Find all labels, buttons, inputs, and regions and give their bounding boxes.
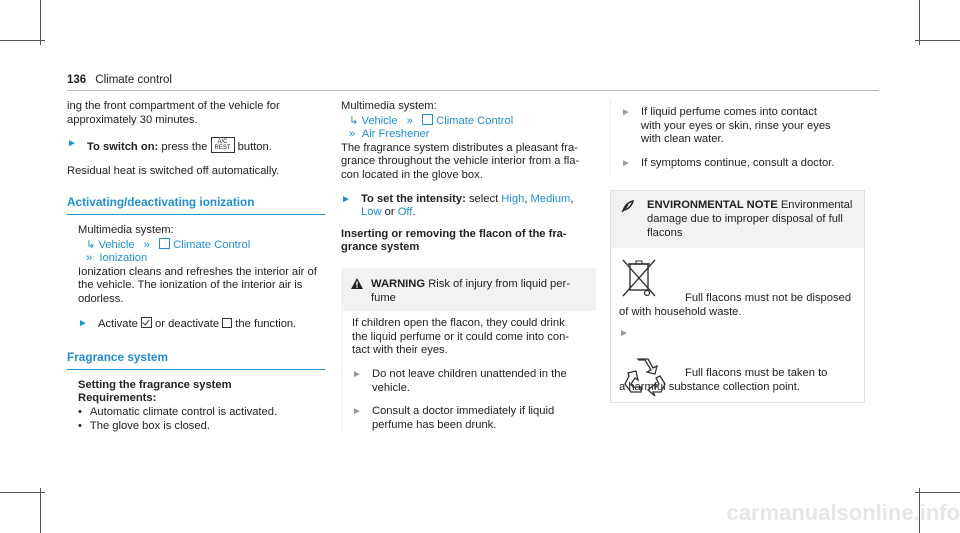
recycle-text: Full flacons must be taken to: [685, 366, 828, 379]
menu-path: [341, 114, 596, 129]
checkbox-empty-icon: [222, 318, 232, 328]
option-high: High: [501, 192, 525, 205]
page-number: 136: [67, 74, 87, 86]
crop-mark: [40, 0, 41, 45]
intro-line: ing the front compartment of the vehicle for: [67, 100, 280, 112]
requirements-label: Requirements:: [78, 392, 157, 405]
activate-step: [78, 317, 325, 332]
column-3: [610, 100, 865, 403]
watermark: carmanualsonline.info: [726, 500, 960, 525]
warning-triangle-icon: [351, 278, 371, 305]
fragrance-text: The fragrance system distributes a pleasant fra-: [341, 141, 578, 154]
environmental-note: [610, 190, 865, 403]
checkbox-checked-icon: [141, 317, 152, 328]
ion-text: odorless.: [78, 292, 124, 305]
multimedia-label: Multimedia system:: [341, 100, 437, 112]
insert-heading: Inserting or removing the flacon of the fra-: [341, 227, 567, 240]
crop-mark: [0, 492, 45, 493]
env-header: [611, 191, 864, 248]
intro-line: approximately 30 minutes.: [67, 113, 198, 126]
env-text: Environmental: [780, 199, 853, 212]
page-header: [67, 74, 879, 88]
activate-text: Activate: [98, 317, 138, 330]
option-off: Off: [397, 206, 413, 219]
recycle-step: [619, 327, 856, 341]
env-body: [611, 248, 864, 402]
step-arrow-icon: ►: [621, 107, 631, 118]
option-medium: Medium: [530, 192, 571, 205]
env-text: flacons: [647, 226, 683, 239]
double-chevron-icon: »: [349, 128, 356, 141]
fragrance-heading: Fragrance system: [67, 350, 168, 365]
step-arrow-icon: ►: [352, 406, 362, 418]
menu-path: [78, 238, 325, 253]
function-text: the function.: [235, 317, 297, 330]
return-arrow-icon: ↳: [86, 238, 96, 251]
section-title: Climate control: [95, 74, 172, 86]
bullet-icon: •: [78, 419, 82, 432]
switch-on-text-end: button.: [237, 141, 272, 154]
double-chevron-icon: »: [86, 252, 93, 265]
bullet-icon: •: [78, 405, 82, 418]
warning-step: ► Do not leave children unattended in the vehicle.: [352, 367, 567, 394]
crop-mark: [915, 40, 960, 41]
step-arrow-icon: ►: [67, 138, 77, 150]
step-arrow-icon: ►: [352, 368, 362, 380]
path-ionization: Ionization: [99, 252, 148, 265]
ionization-block: [78, 224, 325, 331]
setting-heading: Setting the fragrance system: [78, 378, 232, 391]
path-climate: Climate Control: [173, 238, 251, 251]
switch-on-label: To switch on:: [87, 141, 159, 154]
heading-rule: [67, 369, 325, 370]
dispose-text: of with household waste.: [619, 305, 742, 318]
column-2: [341, 100, 596, 432]
crossed-bin-icon: [619, 256, 659, 305]
climate-icon: [422, 114, 433, 125]
double-chevron-icon: »: [143, 238, 150, 251]
env-label: ENVIRONMENTAL NOTE: [647, 199, 778, 212]
ion-text: Ionization cleans and refreshes the interior air of: [78, 265, 317, 278]
fragrance-text: con located in the glove box.: [341, 168, 483, 181]
crop-mark: [919, 0, 920, 45]
climate-icon: [159, 238, 170, 249]
switch-on-text: press the: [161, 141, 208, 154]
warning-title: [351, 278, 586, 305]
dispose-text: Full flacons must not be disposed: [685, 292, 852, 305]
multimedia-label: Multimedia system:: [78, 223, 174, 236]
warning-text: Risk of injury from liquid per-: [428, 277, 570, 290]
intensity-label: To set the intensity:: [361, 192, 466, 205]
step-arrow-icon: ►: [341, 193, 351, 205]
header-rule: [67, 90, 879, 91]
path-vehicle: Vehicle: [361, 114, 398, 127]
warning-box: [341, 268, 596, 311]
ion-text: the vehicle. The ionization of the interior air is: [78, 279, 303, 292]
insert-heading: grance system: [341, 241, 420, 254]
warning-text: fume: [371, 291, 396, 304]
ac-rest-button-icon: A/C REST: [211, 137, 235, 153]
option-low: Low: [361, 206, 382, 219]
path-climate: Climate Control: [436, 114, 514, 127]
warning-body-line: If children open the flacon, they could drink: [352, 317, 565, 330]
ionization-heading: Activating/deactivating ionization: [67, 195, 255, 210]
warning-body-line: the liquid perfume or it could come into con-: [352, 330, 570, 343]
double-chevron-icon: »: [406, 114, 413, 127]
warning-step: ► Consult a doctor immediately if liquid perfume has been drunk.: [352, 405, 555, 431]
step-arrow-icon: ►: [619, 328, 629, 340]
requirement-item: • The glove box is closed.: [78, 419, 210, 432]
environment-icon: [621, 199, 647, 240]
residual-heat-text: Residual heat is switched off automatically.: [67, 164, 280, 177]
column-1: [67, 100, 325, 433]
warning-step: ► If symptoms continue, consult a doctor.: [621, 156, 835, 169]
return-arrow-icon: ↳: [349, 114, 359, 127]
recycle-icon: [623, 356, 667, 401]
path-air-freshener: Air Freshener: [361, 128, 430, 141]
warning-label: WARNING: [371, 277, 426, 290]
menu-path-2: [341, 128, 596, 142]
fragrance-text: grance throughout the vehicle interior from a fla-: [341, 155, 580, 168]
crop-mark: [0, 40, 45, 41]
menu-path-2: [78, 252, 325, 266]
switch-on-step: [67, 137, 325, 155]
intensity-step: ► To set the intensity: select High, Medium, Low or Off.: [341, 192, 574, 219]
requirement-item: • Automatic climate control is activated.: [78, 405, 278, 418]
heading-rule: [67, 214, 325, 215]
crop-mark: [40, 488, 41, 533]
crop-mark: [915, 492, 960, 493]
warning-body: [341, 311, 596, 432]
warning-continued: [610, 100, 865, 178]
deactivate-text: or deactivate: [155, 317, 220, 330]
fragrance-block: [78, 379, 325, 433]
or-text: or: [384, 206, 395, 219]
select-text: select: [468, 192, 499, 205]
step-arrow-icon: ►: [78, 317, 88, 329]
warning-step: ► If liquid perfume comes into contact with your eyes or skin, rinse your eyes with clean water.: [621, 106, 831, 146]
warning-body-line: tact with their eyes.: [352, 344, 448, 357]
step-arrow-icon: ►: [621, 157, 631, 169]
path-vehicle: Vehicle: [98, 238, 135, 251]
recycle-text: a harmful substance collection point.: [619, 380, 800, 393]
env-text: damage due to improper disposal of full: [647, 212, 843, 225]
